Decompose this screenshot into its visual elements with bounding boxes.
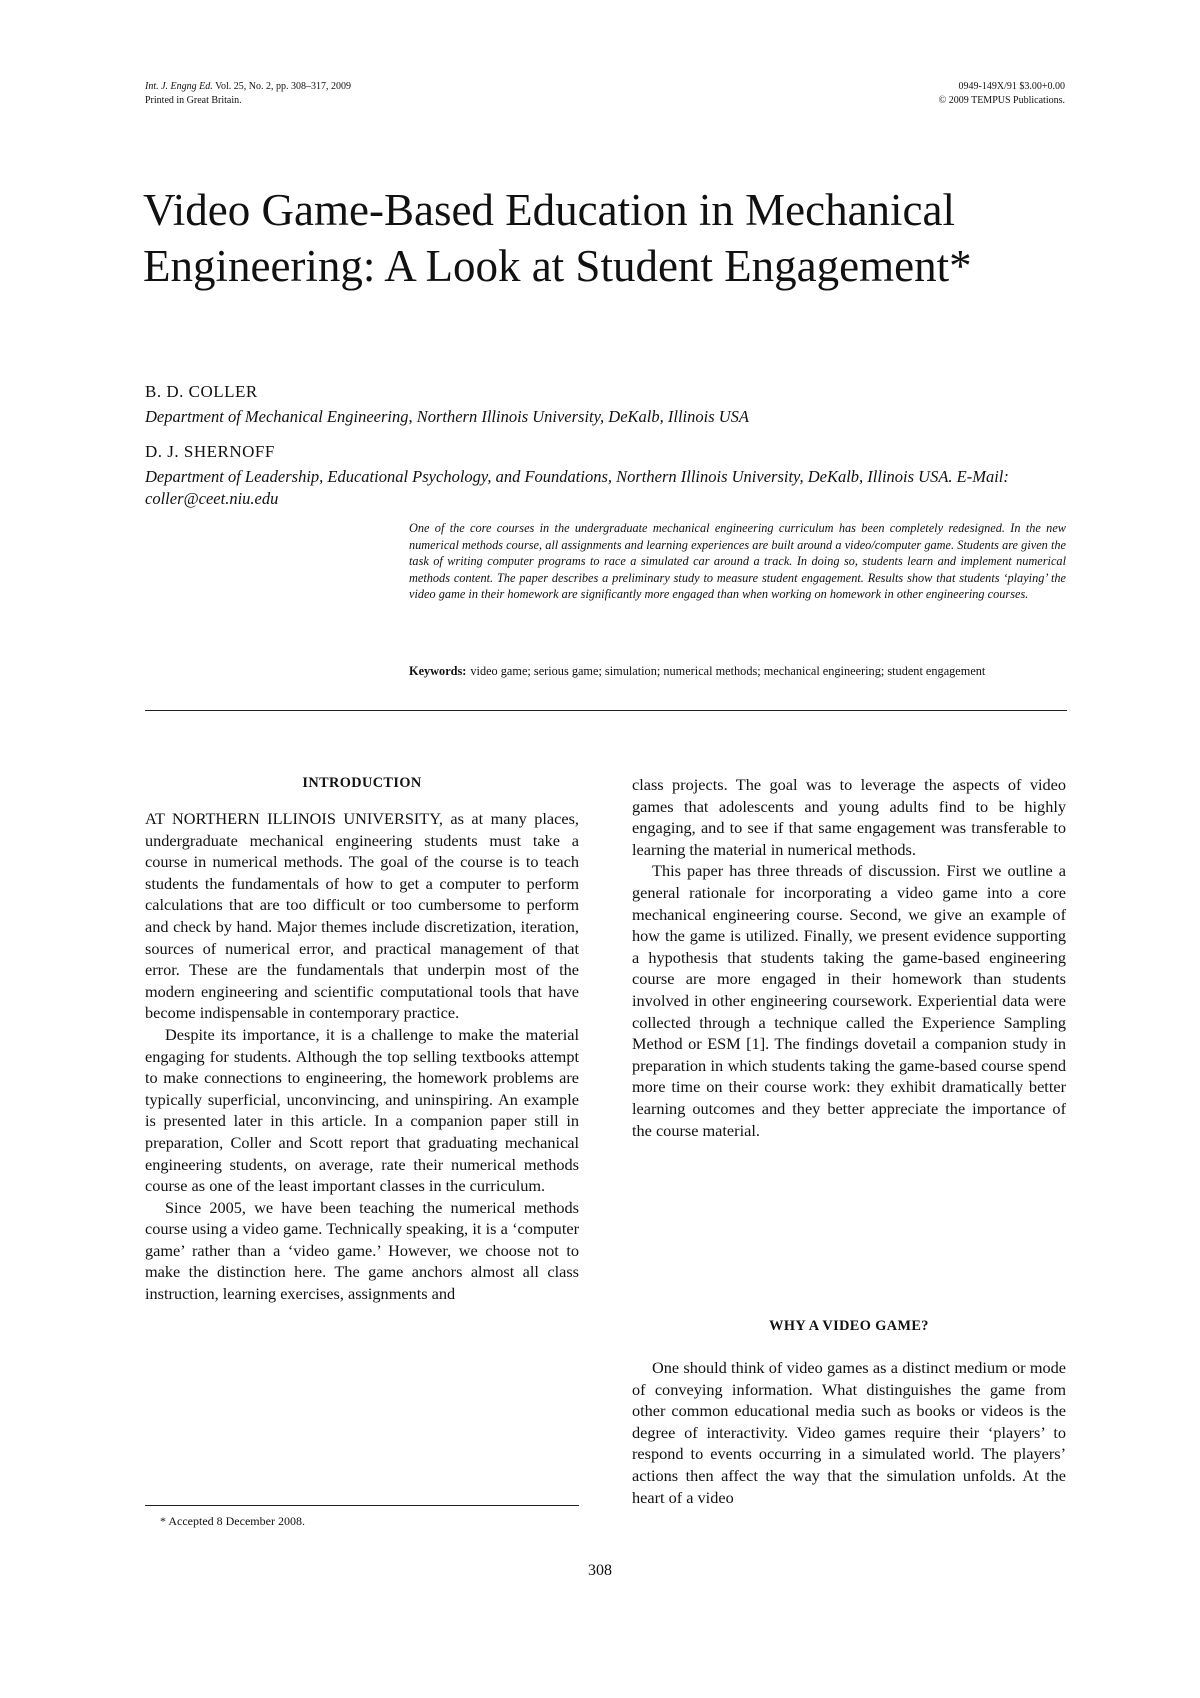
paragraph: Since 2005, we have been teaching the numerical methods course using a video game. Technically speaking, it is a ‘computer game’ rather than a ‘video game.’ However, we choose not to make the distinction here. The game anchors almost all class instruction, learning exercises, assignments and xyxy=(145,1197,579,1304)
paragraph: This paper has three threads of discussion. First we outline a general rationale for incorporating a video game into a core mechanical engineering course. Second, we give an example of how the game is utilized. Finally, we present evidence supporting a hypothesis that students taking the game-based engineering course are more engaged in their homework than students involved in other engineering coursework. Experiential data were collected through a technique called the Experience Sampling Method or ESM [1]. The findings dovetail a companion study in preparation in which students taking the game-based course spend more time on their course work: they exhibit dramatically better learning outcomes and they better appreciate the importance of the course material. xyxy=(632,861,1066,1140)
right-column-continued xyxy=(632,1357,1066,1508)
paragraph: AT NORTHERN ILLINOIS UNIVERSITY, as at many places, undergraduate mechanical engineering students must take a course in numerical methods. The goal of the course is to teach students the fundamentals of how to get a computer to perform calculations that are too difficult or too cumbersome to perform and check by hand. Major themes include discretization, iteration, sources of numerical error, and practical management of that error. These are the fundamentals that underpin most of the modern engineering and scientific computational tools that have become indispensable in contemporary practice. xyxy=(145,809,579,1023)
paragraph: class projects. The goal was to leverage the aspects of video games that adolescents and young adults find to be highly engaging, and to see if that same engagement was transferable to learning the material in numerical methods. xyxy=(632,775,1066,859)
author-name: D. J. SHERNOFF xyxy=(145,442,275,461)
copyright: © 2009 TEMPUS Publications. xyxy=(938,95,1065,106)
issn: 0949-149X/91 $3.00+0.00 xyxy=(958,81,1065,92)
paragraph: One should think of video games as a distinct medium or mode of conveying information. What distinguishes the game from other common educational media such as books or videos is the degree of interactivity. Video games require their ‘players’ to respond to events occurring in a simulated world. The players’ actions then affect the way that the simulation unfolds. At the heart of a video xyxy=(632,1358,1066,1507)
keywords-text: video game; serious game; simulation; numerical methods; mechanical engineering; student engagement xyxy=(470,664,986,678)
left-column xyxy=(145,808,579,1305)
author-name: B. D. COLLER xyxy=(145,382,258,401)
section-heading-introduction: INTRODUCTION xyxy=(302,775,422,791)
keywords xyxy=(409,663,1066,680)
paper-title: Video Game-Based Education in Mechanical Engineering: A Look at Student Engagement* xyxy=(143,185,972,291)
printed-note: Printed in Great Britain. xyxy=(145,95,242,106)
author-affiliation: Department of Mechanical Engineering, Northern Illinois University, DeKalb, Illinois USA xyxy=(145,407,750,426)
paragraph: Despite its importance, it is a challenge to make the material engaging for students. Although the top selling textbooks attempt to make connections to engineering, the homework problems are typically superficial, unconvincing, and uninspiring. An example is presented later in this article. In a companion paper still in preparation, Coller and Scott report that graduating mechanical engineering students, on average, rate their numerical methods course as one of the least important classes in the curriculum. xyxy=(145,1024,579,1196)
divider xyxy=(145,710,1067,711)
section-heading-why-video-game: WHY A VIDEO GAME? xyxy=(769,1318,929,1334)
running-header-right xyxy=(939,80,1065,108)
abstract: One of the core courses in the undergraduate mechanical engineering curriculum has been completely redesigned. In the new numerical methods course, all assignments and learning experiences are built around a video/computer game. Students are given the task of writing computer programs to race a simulated car around a track. In doing so, students learn and implement numerical methods content. The paper describes a preliminary study to measure student engagement. Results show that students ‘playing’ the video game in their homework are significantly more engaged than when working on homework in other engineering courses. xyxy=(409,521,1066,601)
right-column xyxy=(632,774,1066,1141)
author-affiliation: Department of Leadership, Educational Psychology, and Foundations, Northern Illinois University, DeKalb, Illinois USA. E-Mail: coller@ceet.niu.edu xyxy=(145,467,1009,508)
journal-name: Int. J. Engng Ed. xyxy=(145,81,213,92)
keywords-label: Keywords: xyxy=(409,664,467,678)
footnote-divider xyxy=(145,1505,579,1506)
footnote: * Accepted 8 December 2008. xyxy=(160,1514,305,1528)
page-number: 308 xyxy=(588,1562,612,1579)
journal-volume: Vol. 25, No. 2, pp. 308–317, 2009 xyxy=(212,81,352,92)
running-header-left xyxy=(145,80,351,108)
